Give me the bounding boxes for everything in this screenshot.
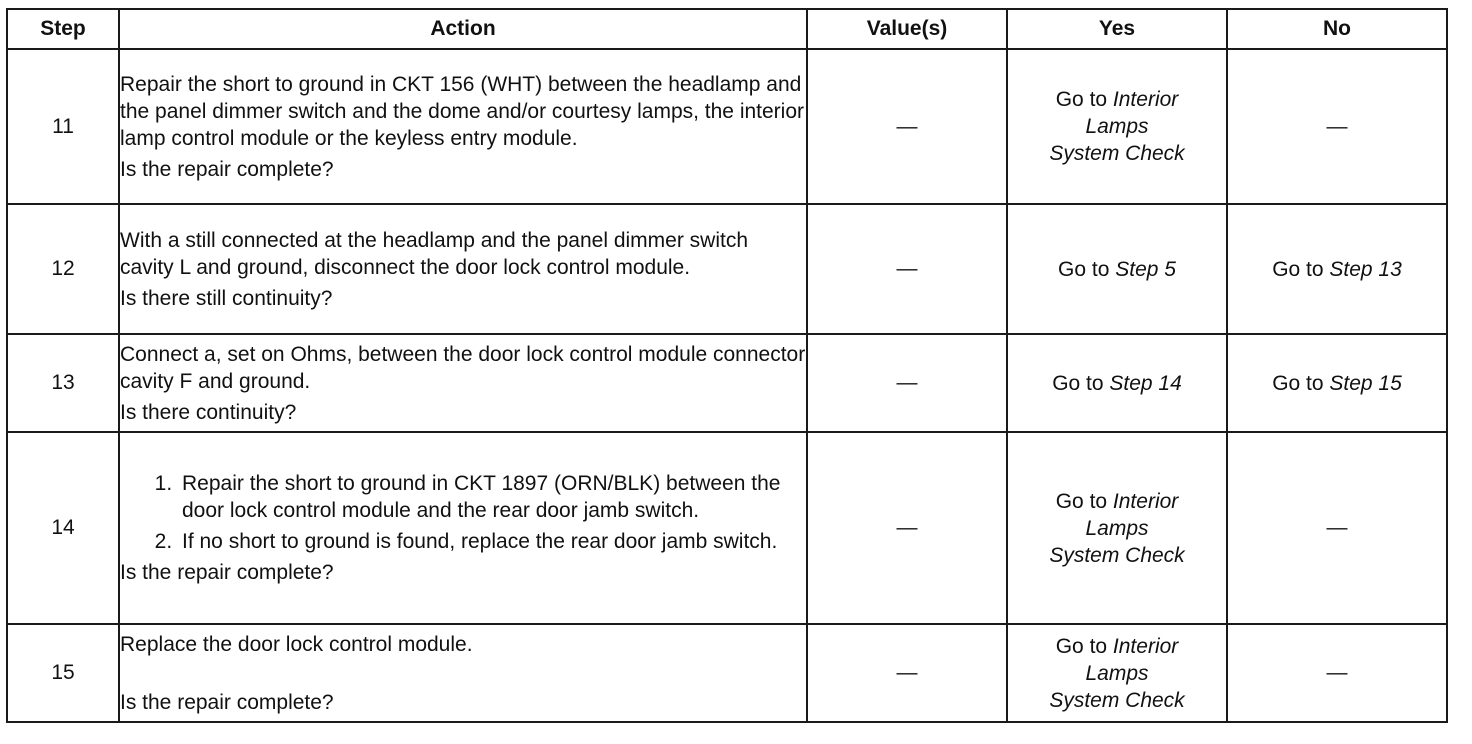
list-item: 2. If no short to ground is found, replace the rear door jamb switch. <box>178 528 806 555</box>
yes-cell <box>1007 334 1227 432</box>
table-row-step-15 <box>7 624 1447 722</box>
no-link-step[interactable]: Step 13 <box>1329 257 1402 281</box>
step-number: 14 <box>7 432 119 624</box>
no-cell: — <box>1227 624 1447 722</box>
yes-prefix: Go to <box>1055 489 1113 513</box>
yes-link-step[interactable]: Step 14 <box>1109 371 1182 395</box>
no-cell: — <box>1227 49 1447 204</box>
action-question: Is there continuity? <box>120 400 297 424</box>
action-cell <box>119 204 807 334</box>
header-values: Value(s) <box>807 9 1007 49</box>
no-link-step[interactable]: Step 15 <box>1329 371 1402 395</box>
value-cell: — <box>807 624 1007 722</box>
yes-link-interior[interactable]: Interior <box>1112 88 1179 111</box>
action-question: Is the repair complete? <box>120 690 334 714</box>
value-cell: — <box>807 432 1007 624</box>
yes-prefix: Go to <box>1055 88 1113 111</box>
yes-link-lamps[interactable]: Lamps <box>1085 516 1149 540</box>
yes-link-interior[interactable]: Interior <box>1112 489 1179 513</box>
action-question: Is the repair complete? <box>120 157 334 181</box>
header-step: Step <box>7 9 119 49</box>
yes-prefix: Go to <box>1055 634 1113 658</box>
action-cell <box>119 432 807 624</box>
action-cell <box>119 49 807 204</box>
header-action: Action <box>119 9 807 49</box>
yes-link-lamps[interactable]: Lamps <box>1085 661 1149 685</box>
yes-cell <box>1007 432 1227 624</box>
action-question: Is there still continuity? <box>120 286 333 310</box>
no-prefix: Go to <box>1272 257 1330 281</box>
step-number: 15 <box>7 624 119 722</box>
yes-link-lamps[interactable]: Lamps <box>1085 115 1149 138</box>
value-cell: — <box>807 334 1007 432</box>
action-cell <box>119 624 807 722</box>
value-cell: — <box>807 204 1007 334</box>
yes-link-system-check[interactable]: System Check <box>1049 142 1185 165</box>
action-text: Connect a, set on Ohms, between the door lock control module connector cavity F and ground. <box>120 342 806 393</box>
yes-cell <box>1007 624 1227 722</box>
action-cell <box>119 334 807 432</box>
yes-link-system-check[interactable]: System Check <box>1049 543 1185 567</box>
step-number: 13 <box>7 334 119 432</box>
no-cell: — <box>1227 432 1447 624</box>
step-number: 11 <box>7 49 119 204</box>
table-row-step-12 <box>7 204 1447 334</box>
no-cell <box>1227 204 1447 334</box>
table-row-step-11 <box>7 49 1447 204</box>
table-row-step-14 <box>7 432 1447 624</box>
value-cell: — <box>807 49 1007 204</box>
yes-cell <box>1007 204 1227 334</box>
list-item: 1. Repair the short to ground in CKT 1897 (ORN/BLK) between the door lock control module and the rear door jamb switch. <box>178 470 806 524</box>
action-question: Is the repair complete? <box>120 561 334 584</box>
action-text: Repair the short to ground in CKT 156 (WHT) between the headlamp and the panel dimmer switch and the dome and/or courtesy lamps, the interior lamp control module or the keyless entry module. <box>120 72 805 150</box>
yes-link-system-check[interactable]: System Check <box>1049 688 1185 712</box>
yes-prefix: Go to <box>1058 257 1116 281</box>
table-row-step-13 <box>7 334 1447 432</box>
diagnostic-table <box>6 8 1448 723</box>
yes-link-step[interactable]: Step 5 <box>1115 257 1176 281</box>
action-text: Replace the door lock control module. <box>120 632 473 656</box>
action-text: With a still connected at the headlamp and the panel dimmer switch cavity L and ground, disconnect the door lock control module. <box>120 228 749 279</box>
no-prefix: Go to <box>1272 371 1330 395</box>
header-no: No <box>1227 9 1447 49</box>
header-row <box>7 9 1447 49</box>
action-steps-list <box>120 470 806 555</box>
yes-cell <box>1007 49 1227 204</box>
yes-link-interior[interactable]: Interior <box>1112 634 1179 658</box>
yes-prefix: Go to <box>1052 371 1110 395</box>
header-yes: Yes <box>1007 9 1227 49</box>
no-cell <box>1227 334 1447 432</box>
step-number: 12 <box>7 204 119 334</box>
